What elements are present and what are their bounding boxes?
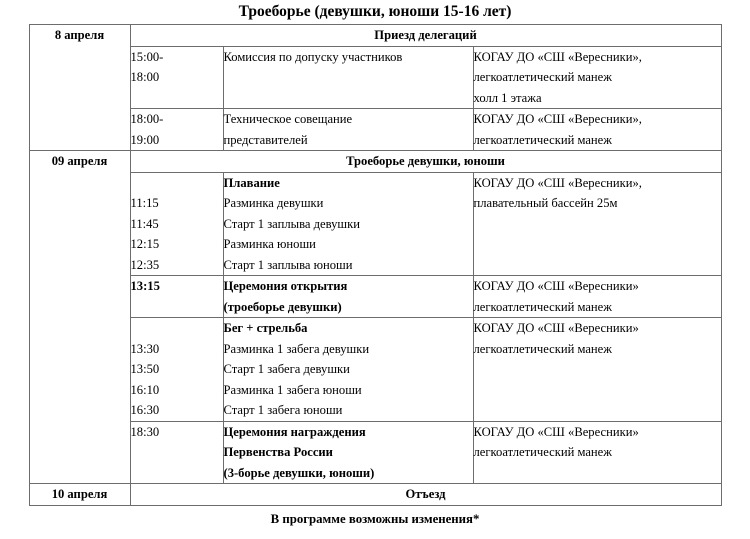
table-row [29, 318, 721, 422]
table-row [29, 151, 721, 173]
time-line: 11:15 [130, 196, 159, 210]
time-line: 13:15 [130, 279, 160, 293]
time-cell [130, 109, 223, 151]
event-line: Церемония открытия [223, 279, 348, 293]
time-line: 19:00 [130, 132, 160, 147]
place-line: холл 1 этажа [473, 90, 542, 105]
program-change-note: В программе возможны изменения* [270, 511, 480, 526]
time-line: 16:30 [130, 403, 160, 417]
time-line: 11:45 [130, 216, 159, 231]
table-row [29, 25, 721, 47]
time-line: 12:15 [130, 237, 160, 251]
schedule-table [29, 24, 722, 506]
event-cell [223, 276, 473, 318]
time-line: 15:00- [130, 49, 164, 64]
event-line: Старт 1 заплыва юноши [223, 257, 353, 272]
place-cell [473, 318, 721, 422]
table-row [29, 172, 721, 276]
event-line: Плавание [223, 175, 280, 190]
place-line: легкоатлетический манеж [473, 341, 612, 356]
event-cell [223, 172, 473, 276]
place-line: плавательный бассейн 25м [473, 196, 618, 210]
time-line: 12:35 [130, 257, 160, 272]
event-cell [223, 318, 473, 422]
time-line [131, 318, 223, 339]
time-line: 13:30 [130, 341, 160, 356]
event-line: Первенства России [223, 445, 333, 459]
section-header-arrival: Приезд делегаций [130, 25, 721, 47]
place-cell [473, 276, 721, 318]
time-cell [130, 276, 223, 318]
event-cell [223, 109, 473, 151]
event-line: Бег + стрельба [223, 321, 308, 335]
event-line: Разминка 1 забега девушки [223, 341, 370, 356]
place-line: КОГАУ ДО «СШ «Вересники» [473, 321, 639, 335]
place-line: легкоатлетический манеж [473, 132, 612, 147]
table-row [29, 276, 721, 318]
time-line: 18:30 [130, 424, 160, 439]
event-line: Разминка 1 забега юноши [223, 382, 362, 397]
place-line: легкоатлетический манеж [473, 70, 612, 84]
event-line: Техническое совещание [223, 112, 353, 126]
event-line: Старт 1 забега девушки [223, 362, 350, 376]
time-cell [130, 172, 223, 276]
place-cell [473, 46, 721, 109]
event-cell [223, 46, 473, 109]
time-line [131, 173, 223, 194]
table-row [29, 421, 721, 484]
time-line: 13:50 [130, 362, 160, 376]
place-line: КОГАУ ДО «СШ «Вересники», [473, 175, 642, 190]
event-line: представителей [223, 132, 308, 147]
place-cell [473, 421, 721, 484]
place-line: КОГАУ ДО «СШ «Вересники», [473, 49, 642, 64]
table-row [29, 46, 721, 109]
page-title: Троеборье (девушки, юноши 15-16 лет) [238, 3, 512, 20]
place-line: КОГАУ ДО «СШ «Вересники» [473, 424, 639, 439]
place-cell [473, 172, 721, 276]
date-cell-day3: 10 апреля [29, 484, 130, 506]
table-row [29, 484, 721, 506]
time-cell [130, 421, 223, 484]
event-line: Комиссия по допуску участников [223, 49, 403, 64]
time-line: 18:00- [130, 112, 164, 126]
place-cell [473, 109, 721, 151]
time-line: 18:00 [130, 70, 160, 84]
event-line: Старт 1 забега юноши [223, 403, 343, 417]
event-line: Разминка юноши [223, 237, 316, 251]
section-header-departure: Отъезд [130, 484, 721, 506]
event-line: Церемония награждения [223, 424, 366, 439]
table-row [29, 109, 721, 151]
event-line: Старт 1 заплыва девушки [223, 216, 360, 231]
time-cell [130, 318, 223, 422]
date-cell-day1: 8 апреля [29, 25, 130, 151]
place-line: легкоатлетический манеж [473, 299, 612, 314]
time-line: 16:10 [130, 382, 160, 397]
section-header-triathlon: Троеборье девушки, юноши [130, 151, 721, 173]
place-line: КОГАУ ДО «СШ «Вересники» [473, 279, 639, 293]
event-line: (троеборье девушки) [223, 299, 342, 314]
place-line: КОГАУ ДО «СШ «Вересники», [473, 112, 642, 126]
event-line: (3-борье девушки, юноши) [223, 465, 375, 480]
time-cell [130, 46, 223, 109]
event-cell [223, 421, 473, 484]
event-line: Разминка девушки [223, 196, 324, 210]
date-cell-day2: 09 апреля [29, 151, 130, 484]
place-line: легкоатлетический манеж [473, 445, 612, 459]
